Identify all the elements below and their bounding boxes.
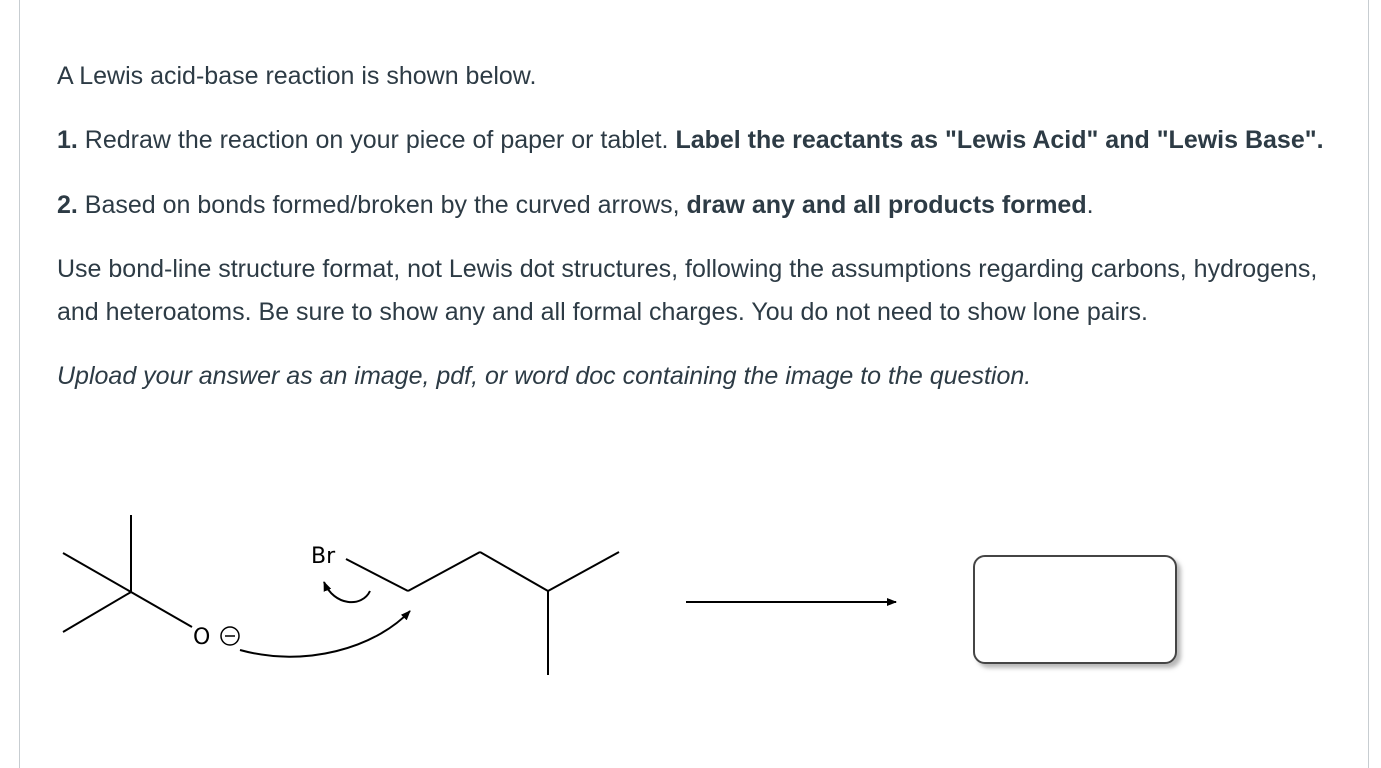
oxygen-atom-label: O (193, 625, 211, 650)
upload-note (57, 355, 1347, 398)
bond-methyl-left-upper (63, 553, 131, 592)
reaction-diagram (0, 500, 1381, 700)
question-text (57, 55, 1347, 420)
step-1-bold: Label the reactants as "Lewis Acid" and "Lewis Base". (675, 126, 1324, 154)
bond-c2-c3 (480, 552, 548, 591)
step-2-end: . (1086, 191, 1094, 219)
step-2-bold: draw any and all products formed (686, 191, 1087, 219)
curved-arrow-oxygen-attack-icon (240, 611, 410, 657)
bond-br-c (346, 559, 408, 591)
step-1-text: Redraw the reaction on your piece of paper or tablet. (77, 126, 676, 154)
step-2-text: Based on bonds formed/broken by the curved arrows, (77, 191, 687, 219)
format-note: Use bond-line structure format, not Lewis dot structures, following the assumptions regarding carbons, hydrogens, and heteroatoms. Be sure to show any and all formal charges. You do not need to show lone pairs. (57, 255, 1318, 326)
negative-charge-icon (221, 627, 239, 645)
step-1-number: 1. (57, 126, 78, 154)
step-1 (57, 119, 1347, 162)
tert-butoxide-structure (63, 515, 192, 632)
step-2-number: 2. (57, 191, 78, 219)
step-2 (57, 184, 1347, 227)
product-answer-box (974, 556, 1176, 663)
alkyl-bromide-structure (346, 552, 619, 675)
reaction-figure (0, 500, 1381, 700)
intro-text: A Lewis acid-base reaction is shown below. (57, 62, 537, 90)
bromine-atom-label: Br (311, 544, 336, 569)
bond-methyl-left-lower (63, 592, 131, 632)
upload-note-text: Upload your answer as an image, pdf, or word doc containing the image to the question. (57, 362, 1032, 390)
bond-c-o (131, 592, 192, 627)
bond-c1-c2 (408, 552, 480, 591)
bond-c3-methyl (548, 552, 619, 591)
curved-arrow-bond-to-br-icon (324, 582, 370, 602)
